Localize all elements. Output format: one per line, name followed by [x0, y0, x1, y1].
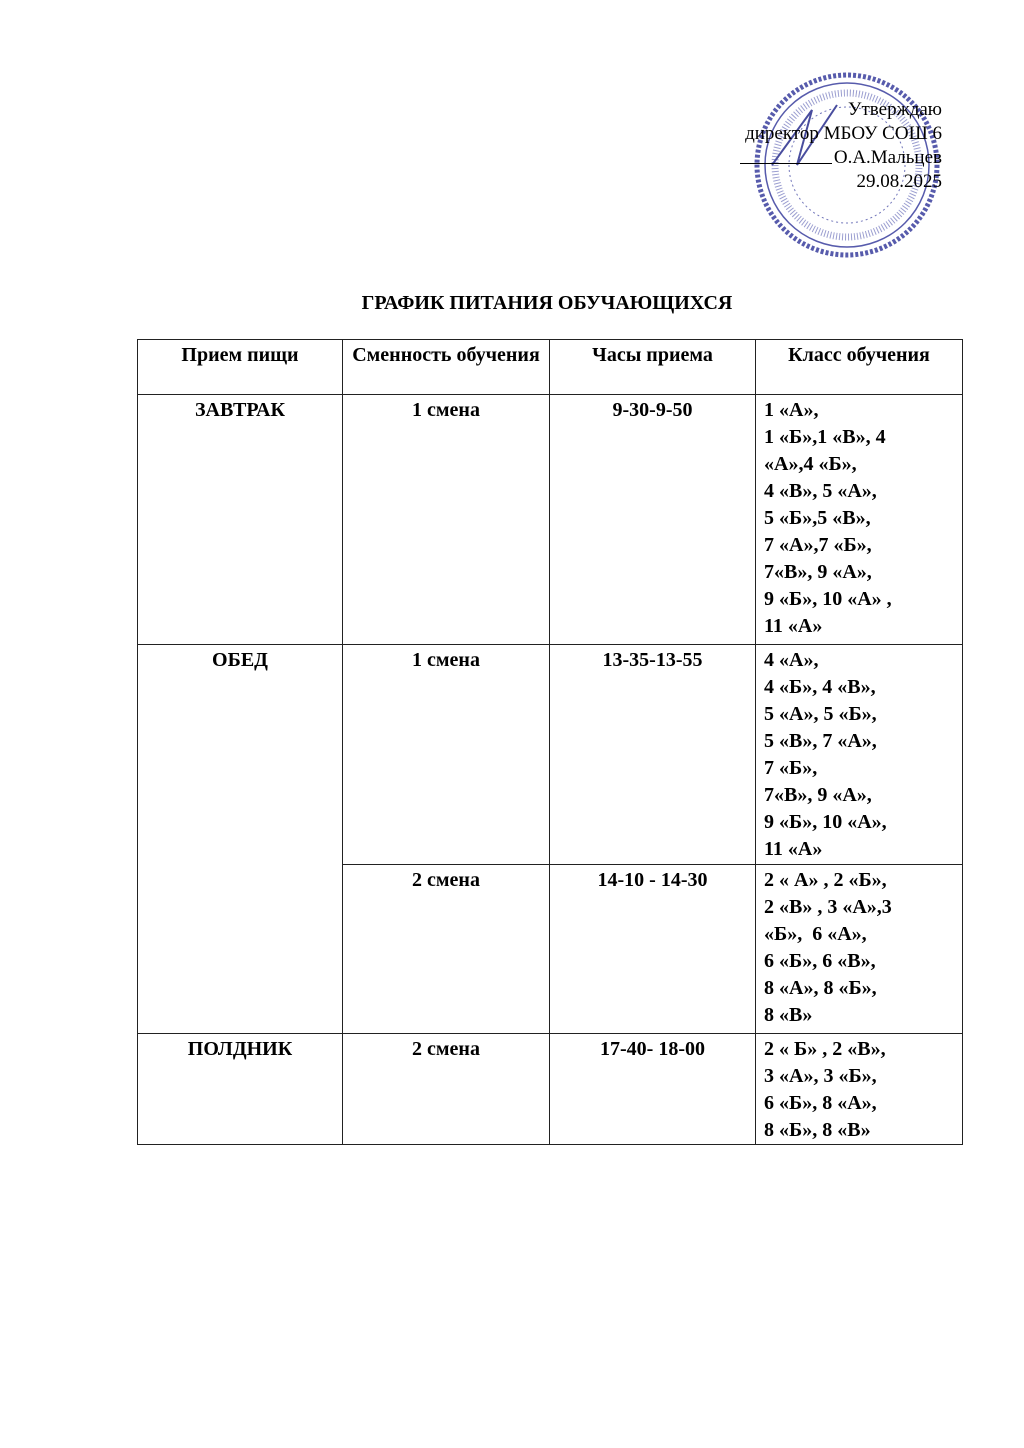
- hours-cell: 17-40- 18-00: [550, 1034, 756, 1145]
- class-line: 4 «Б», 4 «В»,: [764, 676, 876, 698]
- class-line: 8 «А», 8 «Б»,: [764, 977, 877, 999]
- table-row: [138, 1034, 963, 1145]
- header-meal: Прием пищи: [138, 340, 343, 395]
- table-row: [138, 865, 963, 1034]
- shift-cell: 1 смена: [343, 645, 550, 865]
- meal-cell: ОБЕД: [138, 645, 343, 865]
- class-line: 2 «В» , 3 «А»,3: [764, 896, 892, 918]
- page-title: ГРАФИК ПИТАНИЯ ОБУЧАЮЩИХСЯ: [361, 292, 733, 314]
- shift-cell: 1 смена: [343, 395, 550, 645]
- class-line: 6 «Б», 8 «А»,: [764, 1092, 877, 1114]
- class-line: 7 «А»,7 «Б»,: [764, 534, 872, 556]
- meal-cell: ЗАВТРАК: [138, 395, 343, 645]
- class-line: «Б», 6 «А»,: [764, 923, 867, 945]
- approver-name: О.А.Мальцев: [833, 147, 942, 168]
- classes-cell: [756, 395, 963, 645]
- shift-cell: 2 смена: [343, 1034, 550, 1145]
- class-line: 5 «В», 7 «А»,: [764, 730, 877, 752]
- meal-cell: ПОЛДНИК: [138, 1034, 343, 1145]
- class-line: 8 «В»: [764, 1004, 813, 1026]
- meal-cell-merged: [138, 865, 343, 1034]
- header-shift: Сменность обучения: [343, 340, 550, 395]
- classes-cell: [756, 865, 963, 1034]
- meal-schedule-table: [137, 339, 963, 1145]
- approver-position: директор МБОУ СОШ 6: [745, 123, 942, 144]
- class-line: 5 «Б»,5 «В»,: [764, 507, 871, 529]
- class-line: 4 «В», 5 «А»,: [764, 480, 877, 502]
- hours-cell: 9-30-9-50: [550, 395, 756, 645]
- class-line: «А»,4 «Б»,: [764, 453, 857, 475]
- class-line: 3 «А», 3 «Б»,: [764, 1065, 877, 1087]
- class-line: 7«В», 9 «А»,: [764, 784, 872, 806]
- class-line: 1 «Б»,1 «В», 4: [764, 426, 886, 448]
- hours-cell: 13-35-13-55: [550, 645, 756, 865]
- class-line: 7 «Б»,: [764, 757, 818, 779]
- header-classes: Класс обучения: [756, 340, 963, 395]
- table-row: [138, 395, 963, 645]
- class-line: 9 «Б», 10 «А»,: [764, 811, 887, 833]
- shift-cell: 2 смена: [343, 865, 550, 1034]
- approval-label: Утверждаю: [848, 99, 942, 120]
- class-line: 11 «А»: [764, 838, 823, 860]
- header-hours: Часы приема: [550, 340, 756, 395]
- classes-cell: [756, 645, 963, 865]
- hours-cell: 14-10 - 14-30: [550, 865, 756, 1034]
- approval-date: 29.08.2025: [856, 171, 942, 192]
- class-line: 1 «А»,: [764, 399, 819, 421]
- class-line: 5 «А», 5 «Б»,: [764, 703, 877, 725]
- class-line: 2 « А» , 2 «Б»,: [764, 869, 887, 891]
- table-header-row: [138, 340, 963, 395]
- class-line: 2 « Б» , 2 «В»,: [764, 1038, 886, 1060]
- class-line: 7«В», 9 «А»,: [764, 561, 872, 583]
- table-row: [138, 645, 963, 865]
- class-line: 9 «Б», 10 «А» ,: [764, 588, 892, 610]
- approval-block: [745, 98, 942, 194]
- class-line: 11 «А»: [764, 615, 823, 637]
- classes-cell: [756, 1034, 963, 1145]
- class-line: 4 «А»,: [764, 649, 819, 671]
- class-line: 8 «Б», 8 «В»: [764, 1119, 871, 1141]
- class-line: 6 «Б», 6 «В»,: [764, 950, 876, 972]
